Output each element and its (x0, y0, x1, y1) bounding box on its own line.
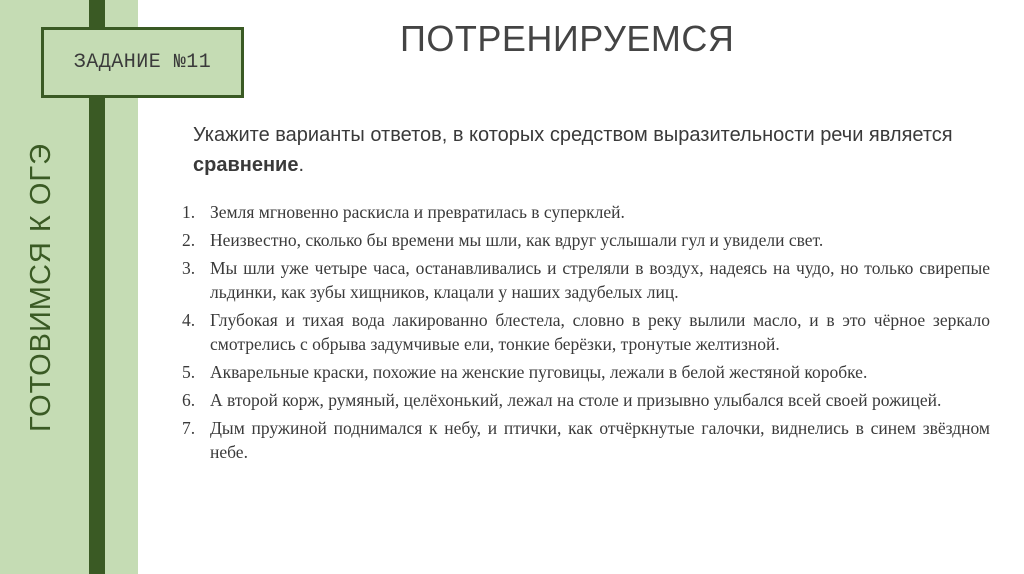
answer-item (172, 200, 990, 224)
vertical-label-text: ГОТОВИМСЯ К ОГЭ (24, 142, 57, 432)
answer-number: 2. (182, 230, 196, 250)
answer-text: Глубокая и тихая вода лакированно блестела, словно в реку вылили масло, и в это чёрное зеркало смотрелись с обрыва задумчивые ели, тонкие берёзки, тронутые желтизной. (210, 310, 990, 354)
answer-text: Дым пружиной поднимался к небу, и птички, как отчёркнутые галочки, виднелись в синем звёздном небе. (210, 418, 990, 462)
page-title: ПОТРЕНИРУЕМСЯ (400, 18, 735, 59)
answer-number: 4. (182, 310, 196, 330)
answer-number: 7. (182, 418, 196, 438)
task-number-label: ЗАДАНИЕ №11 (73, 51, 212, 74)
question-bold-term: сравнение (193, 154, 299, 176)
answer-text: Земля мгновенно раскисла и превратилась в суперклей. (210, 202, 625, 222)
answer-number: 6. (182, 390, 196, 410)
task-number-box (41, 27, 244, 98)
answer-list (172, 200, 990, 468)
answer-number: 3. (182, 258, 196, 278)
answer-text: Мы шли уже четыре часа, останавливались и стреляли в воздух, надеясь на чудо, но только свирепые льдинки, как зубы хищников, клацали у наших задубелых лиц. (210, 258, 990, 302)
answer-text: Неизвестно, сколько бы времени мы шли, как вдруг услышали гул и увидели свет. (210, 230, 824, 250)
answer-number: 5. (182, 362, 196, 382)
answer-number: 1. (182, 202, 196, 222)
answer-item (172, 256, 990, 304)
answer-item (172, 360, 990, 384)
question-text-end: . (298, 154, 305, 176)
answer-item (172, 416, 990, 464)
answer-item (172, 228, 990, 252)
question-text (193, 120, 993, 180)
question-text-main: Укажите варианты ответов, в которых средством выразительности речи является (193, 124, 953, 146)
answer-item (172, 388, 990, 412)
answer-item (172, 308, 990, 356)
answer-text: Акварельные краски, похожие на женские пуговицы, лежали в белой жестяной коробке. (210, 362, 868, 382)
answer-text: А второй корж, румяный, целёхонький, лежал на столе и призывно улыбался всей своей рожицей. (210, 390, 942, 410)
